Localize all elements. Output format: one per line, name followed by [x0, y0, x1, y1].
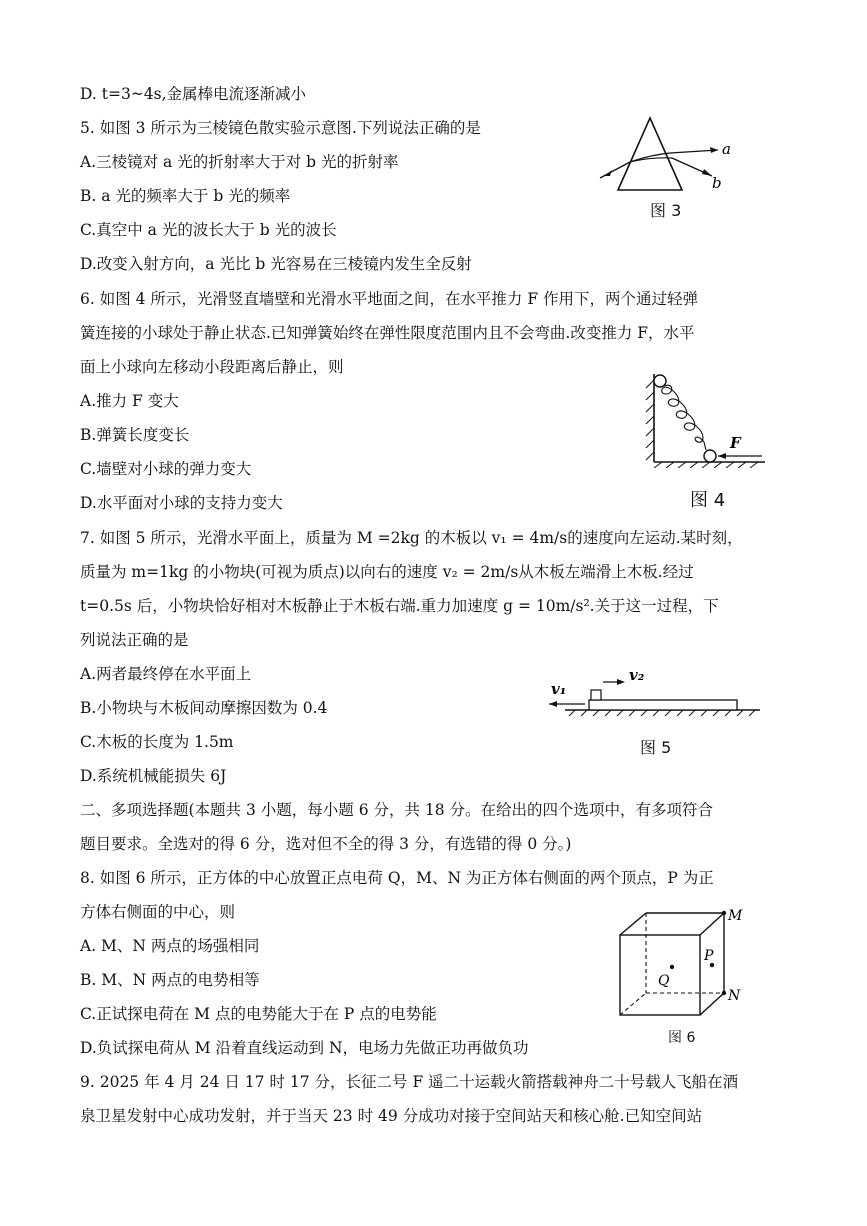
- cube-edge-tl: [620, 913, 646, 935]
- q7-option-d: D.系统机械能损失 6J: [80, 767, 227, 785]
- wall-hatching: [646, 380, 654, 460]
- q6-option-d: D.水平面对小球的支持力变大: [80, 494, 283, 512]
- figure-4-spring: [640, 368, 770, 468]
- cube-hidden-diagonal: [620, 993, 646, 1015]
- q7-stem-line3: t=0.5s 后，小物块恰好相对木板静止于木板右端.重力加速度 g = 10m/s².关于这一过程，下: [80, 597, 719, 615]
- section-heading-line1: 二、多项选择题(本题共 3 小题，每小题 6 分，共 18 分。在给出的四个选项中，有多项符合: [80, 801, 714, 819]
- q4-option-d: D. t=3~4s,金属棒电流逐渐减小: [80, 85, 307, 103]
- q8-option-b: B. M、N 两点的电势相等: [80, 971, 260, 989]
- figure-4-caption: 图 4: [690, 490, 726, 511]
- cube-edge-br: [700, 993, 724, 1015]
- upper-ball: [654, 375, 666, 387]
- prism-triangle: [618, 118, 682, 190]
- point-m-dot: [722, 911, 726, 915]
- q6-option-c: C.墙壁对小球的弹力变大: [80, 460, 252, 478]
- q6-stem-line2: 簧连接的小球处于静止状态.已知弹簧始终在弹性限度范围内且不会弯曲.改变推力 F，水平: [80, 324, 695, 342]
- q6-stem-line1: 6. 如图 4 所示，光滑竖直墙壁和光滑水平地面之间，在水平推力 F 作用下，两个通过轻弹: [80, 290, 699, 308]
- ray-a-arrow: [710, 147, 718, 153]
- q8-stem-line1: 8. 如图 6 所示，正方体的中心放置正点电荷 Q，M、N 为正方体右侧面的两个顶点，P 为正: [80, 869, 714, 887]
- label-p: P: [704, 948, 714, 964]
- figure-6-caption: 图 6: [668, 1030, 696, 1046]
- q7-stem-line1: 7. 如图 5 所示，光滑水平面上，质量为 M =2kg 的木板以 v₁ = 4m/s的速度向左运动.某时刻，: [80, 529, 743, 547]
- q7-option-b: B.小物块与木板间动摩擦因数为 0.4: [80, 699, 328, 717]
- section-heading-line2: 题目要求。全选对的得 6 分，选对但不全的得 3 分，有选错的得 0 分。): [80, 835, 572, 853]
- q8-stem-line2: 方体右侧面的中心，则: [80, 903, 236, 921]
- incident-ray: [600, 162, 630, 178]
- force-arrow: [718, 453, 726, 459]
- figure-3-caption: 图 3: [650, 201, 682, 220]
- figure-5-board: [545, 660, 765, 720]
- q8-option-d: D.负试探电荷从 M 沿着直线运动到 N，电场力先做正功再做负功: [80, 1039, 529, 1057]
- block-rect: [591, 690, 601, 700]
- label-v2: v₂: [629, 666, 645, 684]
- cube-edge-tr: [700, 913, 724, 935]
- v1-arrow: [549, 701, 557, 707]
- floor-hatching: [569, 710, 755, 716]
- v2-arrow: [617, 679, 625, 685]
- label-v1: v₁: [551, 680, 567, 698]
- point-q-dot: [670, 965, 674, 969]
- label-a: a: [722, 140, 731, 158]
- q5-option-c: C.真空中 a 光的波长大于 b 光的波长: [80, 221, 337, 239]
- q5-stem: 5. 如图 3 所示为三棱镜色散实验示意图.下列说法正确的是: [80, 119, 481, 137]
- q7-option-c: C.木板的长度为 1.5m: [80, 733, 234, 751]
- label-f: F: [730, 434, 741, 452]
- q5-option-d: D.改变入射方向，a 光比 b 光容易在三棱镜内发生全反射: [80, 255, 472, 273]
- ray-b-arrow: [702, 169, 712, 176]
- q7-stem-line4: 列说法正确的是: [80, 631, 189, 649]
- label-b: b: [712, 174, 722, 192]
- ground-hatching: [654, 462, 758, 468]
- label-m: M: [728, 908, 743, 924]
- q6-option-b: B.弹簧长度变长: [80, 426, 190, 444]
- q7-option-a: A.两者最终停在水平面上: [80, 665, 252, 683]
- spring-coil: [662, 385, 706, 450]
- q5-option-a: A.三棱镜对 a 光的折射率大于对 b 光的折射率: [80, 153, 399, 171]
- label-n: N: [728, 988, 741, 1004]
- q9-stem-line1: 9. 2025 年 4 月 24 日 17 时 17 分，长征二号 F 遥二十运载火箭搭载神舟二十号载人飞船在酒: [80, 1073, 739, 1091]
- figure-5-caption: 图 5: [640, 738, 672, 757]
- q5-option-b: B. a 光的频率大于 b 光的频率: [80, 187, 291, 205]
- board-rect: [589, 700, 737, 710]
- lower-ball: [704, 450, 716, 462]
- incident-arrow: [604, 170, 612, 176]
- q9-stem-line2: 泉卫星发射中心成功发射，并于当天 23 时 49 分成功对接于空间站天和核心舱.已知空间站: [80, 1107, 703, 1125]
- q8-option-c: C.正试探电荷在 M 点的电势能大于在 P 点的电势能: [80, 1005, 437, 1023]
- figure-6-cube: [610, 905, 750, 1025]
- q7-stem-line2: 质量为 m=1kg 的小物块(可视为质点)以向右的速度 v₂ = 2m/s从木板左端滑上木板.经过: [80, 563, 694, 581]
- point-n-dot: [722, 991, 726, 995]
- figure-3-prism: [590, 110, 750, 195]
- q8-option-a: A. M、N 两点的场强相同: [80, 937, 260, 955]
- q6-stem-line3: 面上小球向左移动小段距离后静止，则: [80, 358, 344, 376]
- q6-option-a: A.推力 F 变大: [80, 392, 179, 410]
- label-q: Q: [658, 973, 670, 989]
